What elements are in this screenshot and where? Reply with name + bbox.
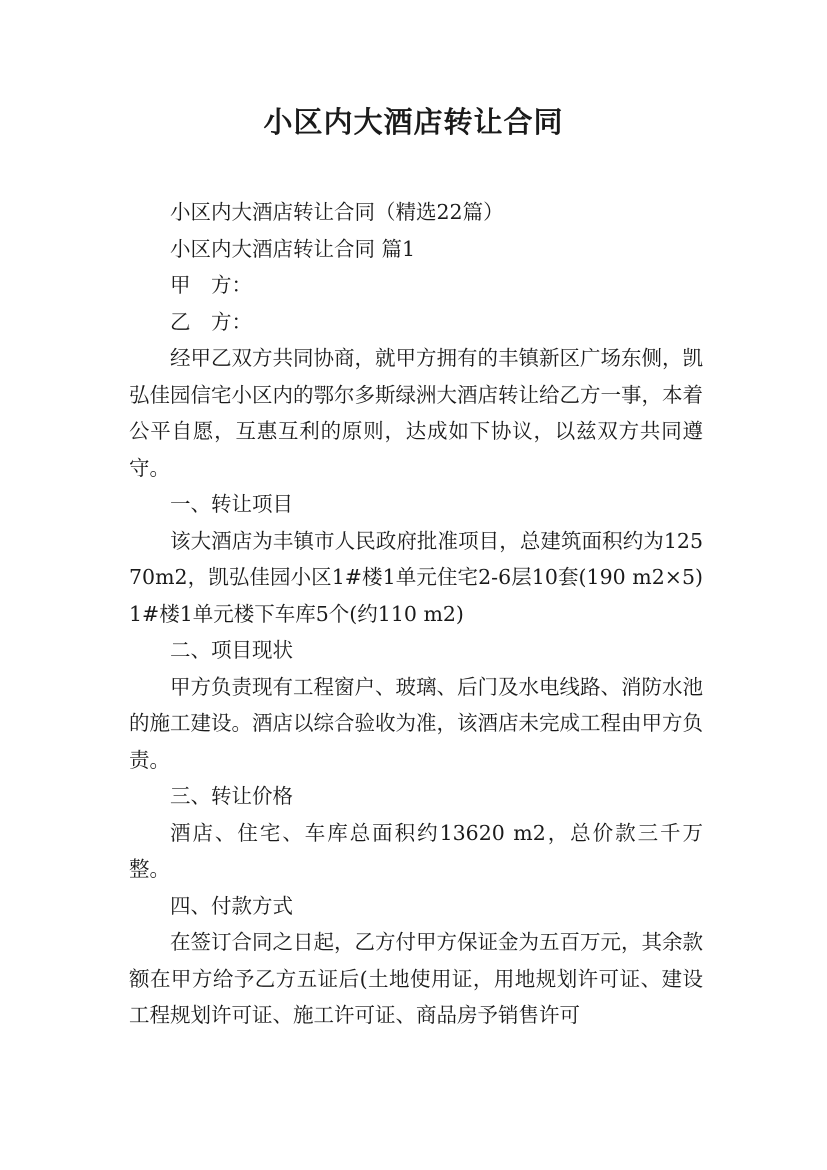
document-body	[129, 194, 703, 1034]
subtitle-paragraph: 小区内大酒店转让合同（精选22篇）	[170, 200, 504, 224]
clause-body-transfer-price: 酒店、住宅、车库总面积约13620 m2，总价款三千万整。	[129, 820, 703, 881]
clause-heading-transfer-item: 一、转让项目	[170, 492, 293, 516]
clause-body-payment-method: 在签订合同之日起，乙方付甲方保证金为五百万元，其余款额在甲方给予乙方五证后(土地使用证，用地规划许可证、建设工程规划许可证、施工许可证、商品房予销售许可	[129, 930, 703, 1027]
party-b-line: 乙 方：	[170, 309, 252, 334]
clause-heading-payment-method: 四、付款方式	[170, 893, 293, 918]
preamble-paragraph: 经甲乙双方共同协商，就甲方拥有的丰镇新区广场东侧，凯弘佳园信宅小区内的鄂尔多斯绿洲大酒店转让给乙方一事，本着公平自愿，互惠互利的原则，达成如下协议，以兹双方共同遵守。	[129, 346, 703, 480]
document-title: 小区内大酒店转让合同	[263, 105, 564, 139]
clause-heading-transfer-price: 三、转让价格	[170, 784, 293, 808]
section-heading-article-1: 小区内大酒店转让合同 篇1	[170, 236, 416, 261]
clause-body-transfer-item: 该大酒店为丰镇市人民政府批准项目，总建筑面积约为12570m2，凯弘佳园小区1#楼1单元住宅2-6层10套(190 m2×5)1#楼1单元楼下车库5个(约110 m2)	[129, 528, 703, 626]
clause-heading-project-status: 二、项目现状	[170, 638, 293, 662]
party-a-line: 甲 方：	[170, 273, 252, 297]
clause-body-project-status: 甲方负责现有工程窗户、玻璃、后门及水电线路、消防水池的施工建设。酒店以综合验收为准，该酒店未完成工程由甲方负责。	[129, 674, 703, 772]
